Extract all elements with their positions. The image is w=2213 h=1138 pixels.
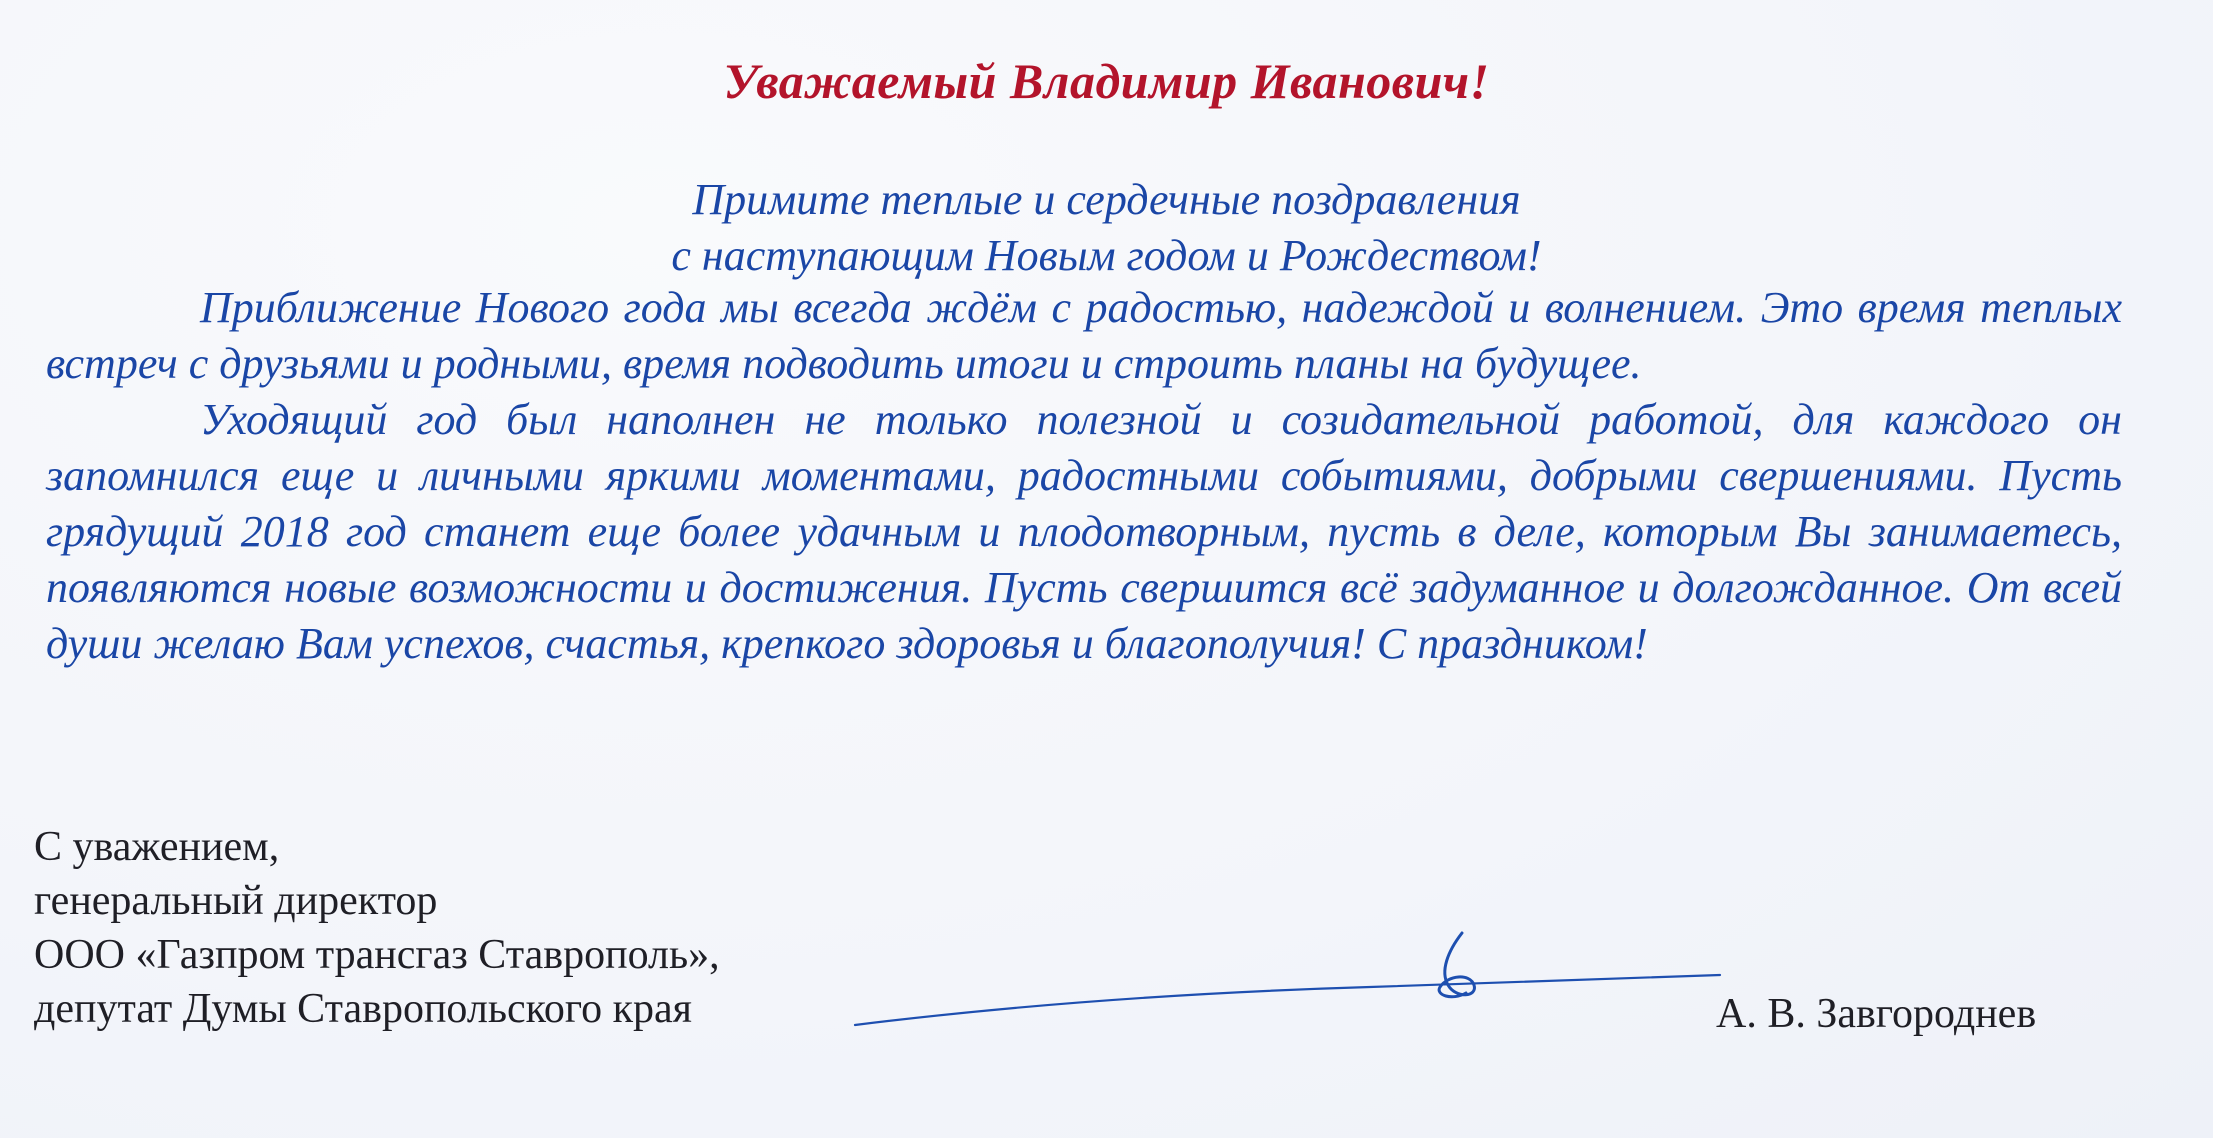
closing-regards: С уважением, [34, 824, 280, 870]
intro-block [0, 172, 2213, 284]
intro-line-1: Примите теплые и сердечные поздравления [692, 175, 1521, 224]
paragraph-1: Приближение Нового года мы всегда ждём с радостью, надеждой и волнением. Это время теплых встреч с друзьями и родными, время подводить итоги и строить планы на будущее. [46, 283, 2122, 388]
intro-line-2: с наступающим Новым годом и Рождеством! [671, 231, 1542, 280]
closing-position: генеральный директор [34, 878, 438, 924]
salutation: Уважаемый Владимир Иванович! [723, 53, 1490, 109]
handwritten-signature [850, 915, 1730, 1035]
signer-name: А. В. Завгороднев [1716, 991, 2037, 1037]
letter-body [46, 280, 2122, 672]
closing-deputy: депутат Думы Ставропольского края [34, 986, 692, 1032]
paragraph-2: Уходящий год был наполнен не только полезной и созидательной работой, для каждого он запомнился еще и личными яркими моментами, радостными событиями, добрыми свершениями. Пусть грядущий 2018 год станет еще более удачным и плодотворным, пусть в деле, которым Вы занимаетесь, появляются новые возможности и достижения. Пусть свершится всё задуманное и долгожданное. От всей души желаю Вам успехов, счастья, крепкого здоровья и благополучия! С праздником! [46, 395, 2122, 668]
closing-block [34, 820, 720, 1036]
closing-company: ООО «Газпром трансгаз Ставрополь», [34, 932, 720, 978]
signature-stroke-line [855, 975, 1720, 1025]
signature-stroke-loop [1439, 933, 1474, 997]
